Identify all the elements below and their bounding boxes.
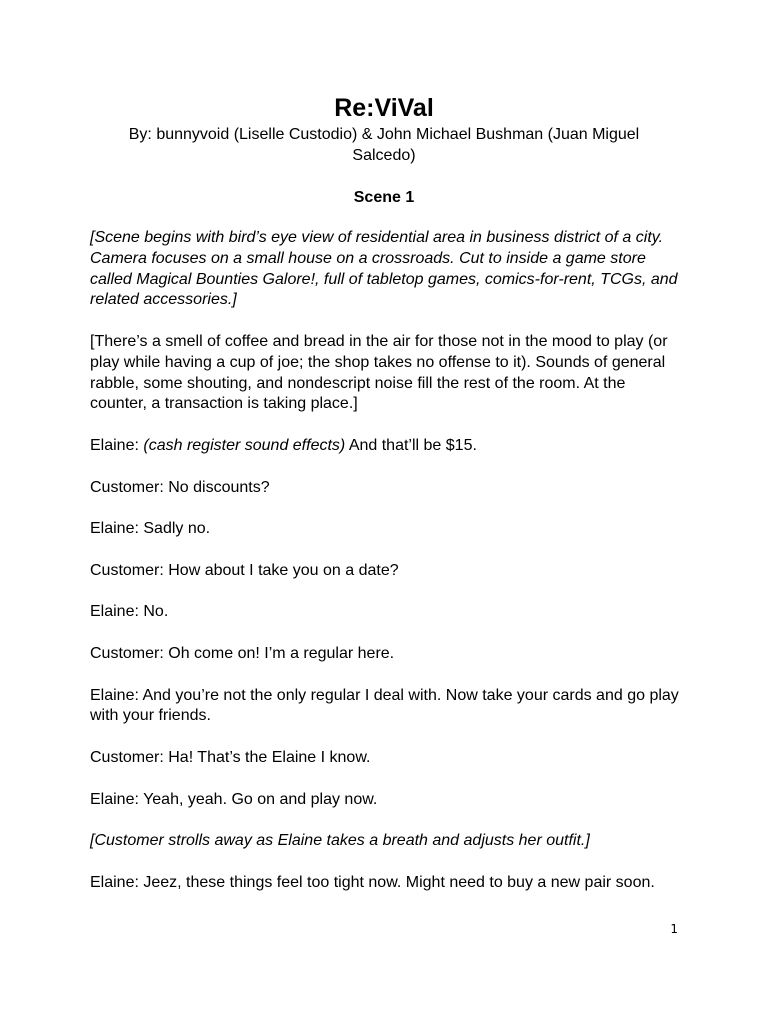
- dialogue-line: Customer: How about I take you on a date?: [90, 561, 399, 579]
- dialogue-line: Elaine: No.: [90, 603, 169, 621]
- dialogue-line: Customer: Ha! That’s the Elaine I know.: [90, 748, 371, 766]
- dialogue-text: And that’ll be $15.: [345, 436, 477, 454]
- stage-direction: [Scene begins with bird’s eye view of residential area in business district of a city. Camera focuses on a small house on a crossroads. Cut to inside a game store called Magical Bounties Galore!, full of tabletop games, comics-for-rent, TCGs, and related accessories.]: [90, 229, 678, 309]
- dialogue-line: [90, 436, 680, 457]
- page-number: 1: [670, 922, 678, 936]
- dialogue-line: Elaine: Yeah, yeah. Go on and play now.: [90, 790, 378, 808]
- parenthetical-direction: (cash register sound effects): [143, 436, 346, 454]
- stage-direction: [Customer strolls away as Elaine takes a breath and adjusts her outfit.]: [90, 832, 590, 850]
- dialogue-line: Customer: Oh come on! I’m a regular here.: [90, 644, 395, 662]
- author-byline: By: bunnyvoid (Liselle Custodio) & John Michael Bushman (Juan Miguel Salcedo): [128, 126, 640, 164]
- script-body: [90, 228, 680, 894]
- document-title: Re:ViVal: [334, 94, 434, 122]
- dialogue-line: Elaine: Sadly no.: [90, 520, 211, 538]
- dialogue-line: Customer: No discounts?: [90, 478, 270, 496]
- scene-heading: Scene 1: [353, 189, 415, 206]
- dialogue-line: Elaine: And you’re not the only regular I deal with. Now take your cards and go play with your friends.: [90, 686, 679, 725]
- dialogue-line: Elaine: Jeez, these things feel too tight now. Might need to buy a new pair soon.: [90, 873, 655, 891]
- stage-direction: [There’s a smell of coffee and bread in the air for those not in the mood to play (or play while having a cup of joe; the shop takes no offense to it). Sounds of general rabble, some shouting, and nondescript noise fill the rest of the room. At the counter, a transaction is taking place.]: [90, 332, 668, 413]
- speaker-label: Elaine:: [90, 436, 144, 454]
